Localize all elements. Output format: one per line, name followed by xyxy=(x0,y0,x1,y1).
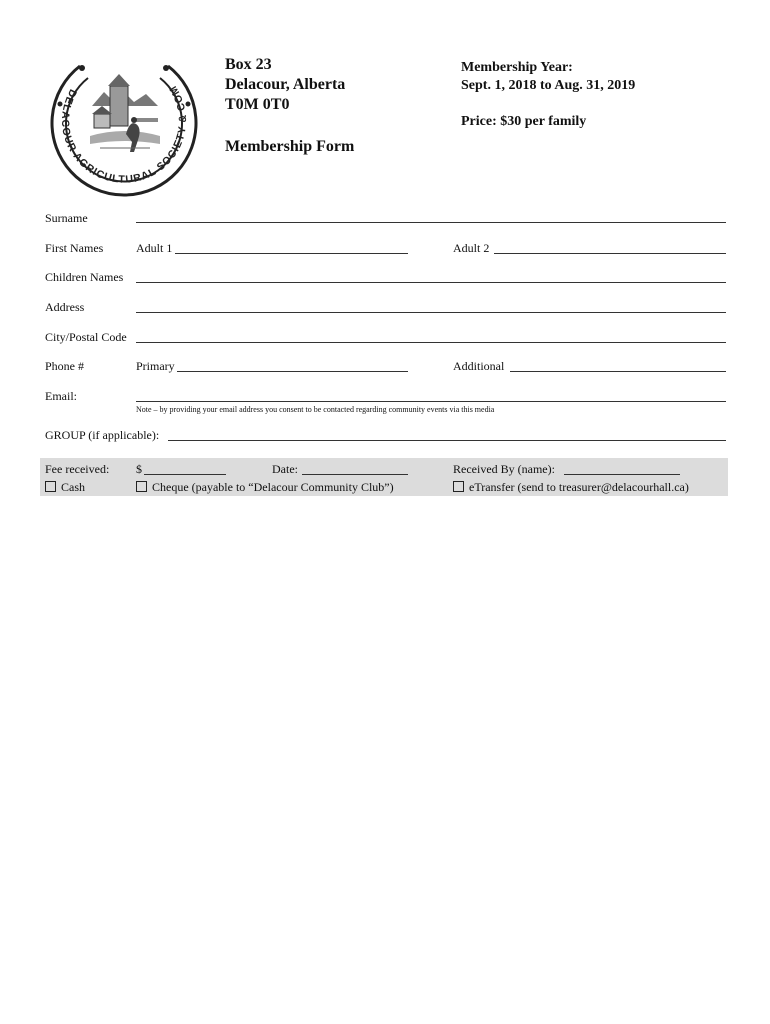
primary-phone-label: Primary xyxy=(136,359,175,373)
additional-phone-field[interactable] xyxy=(510,371,726,372)
address-label: Address xyxy=(45,300,85,314)
etransfer-checkbox[interactable] xyxy=(453,481,464,492)
cash-label: Cash xyxy=(61,480,85,494)
cash-option[interactable] xyxy=(45,480,85,495)
society-logo xyxy=(40,44,208,212)
fee-date-field[interactable] xyxy=(302,474,408,475)
cheque-option[interactable] xyxy=(136,480,394,495)
first-names-label: First Names xyxy=(45,241,104,255)
email-field[interactable] xyxy=(136,401,726,402)
phone-label: Phone # xyxy=(45,359,84,373)
fee-received-label: Fee received: xyxy=(45,462,110,476)
membership-year-label: Membership Year: xyxy=(461,60,573,75)
group-label: GROUP (if applicable): xyxy=(45,428,160,442)
primary-phone-field[interactable] xyxy=(177,371,408,372)
email-consent-note: Note – by providing your email address you consent to be contacted regarding community events via this media xyxy=(136,405,495,414)
address-line1: Box 23 xyxy=(225,56,272,73)
address-line2: Delacour, Alberta xyxy=(225,76,346,93)
address-line3: T0M 0T0 xyxy=(225,96,290,113)
adult1-field[interactable] xyxy=(175,253,408,254)
email-label: Email: xyxy=(45,389,77,403)
received-by-field[interactable] xyxy=(564,474,680,475)
surname-label: Surname xyxy=(45,211,88,225)
surname-field[interactable] xyxy=(136,222,726,223)
city-postal-label: City/Postal Code xyxy=(45,330,127,344)
fee-date-label: Date: xyxy=(272,462,298,476)
adult2-label: Adult 2 xyxy=(453,241,490,255)
svg-text:DELACOUR AGRICULTURAL SOCIETY: DELACOUR AGRICULTURAL SOCIETY & COM xyxy=(58,83,190,186)
adult1-label: Adult 1 xyxy=(136,241,173,255)
etransfer-option[interactable] xyxy=(453,480,689,495)
received-by-label: Received By (name): xyxy=(453,462,555,476)
form-title: Membership Form xyxy=(225,138,355,155)
group-field[interactable] xyxy=(168,440,726,441)
seal-icon xyxy=(40,44,208,212)
city-postal-field[interactable] xyxy=(136,342,726,343)
additional-phone-label: Additional xyxy=(453,359,505,373)
address-field[interactable] xyxy=(136,312,726,313)
children-names-field[interactable] xyxy=(136,282,726,283)
cash-checkbox[interactable] xyxy=(45,481,56,492)
price: Price: $30 per family xyxy=(461,114,587,129)
cheque-checkbox[interactable] xyxy=(136,481,147,492)
adult2-field[interactable] xyxy=(494,253,726,254)
fee-dollar-label: $ xyxy=(136,462,142,476)
cheque-label: Cheque (payable to “Delacour Community Club”) xyxy=(152,480,394,494)
etransfer-label: eTransfer (send to treasurer@delacourhall.ca) xyxy=(469,480,689,494)
membership-year-dates: Sept. 1, 2018 to Aug. 31, 2019 xyxy=(461,78,636,93)
children-names-label: Children Names xyxy=(45,270,124,284)
fee-amount-field[interactable] xyxy=(144,474,226,475)
